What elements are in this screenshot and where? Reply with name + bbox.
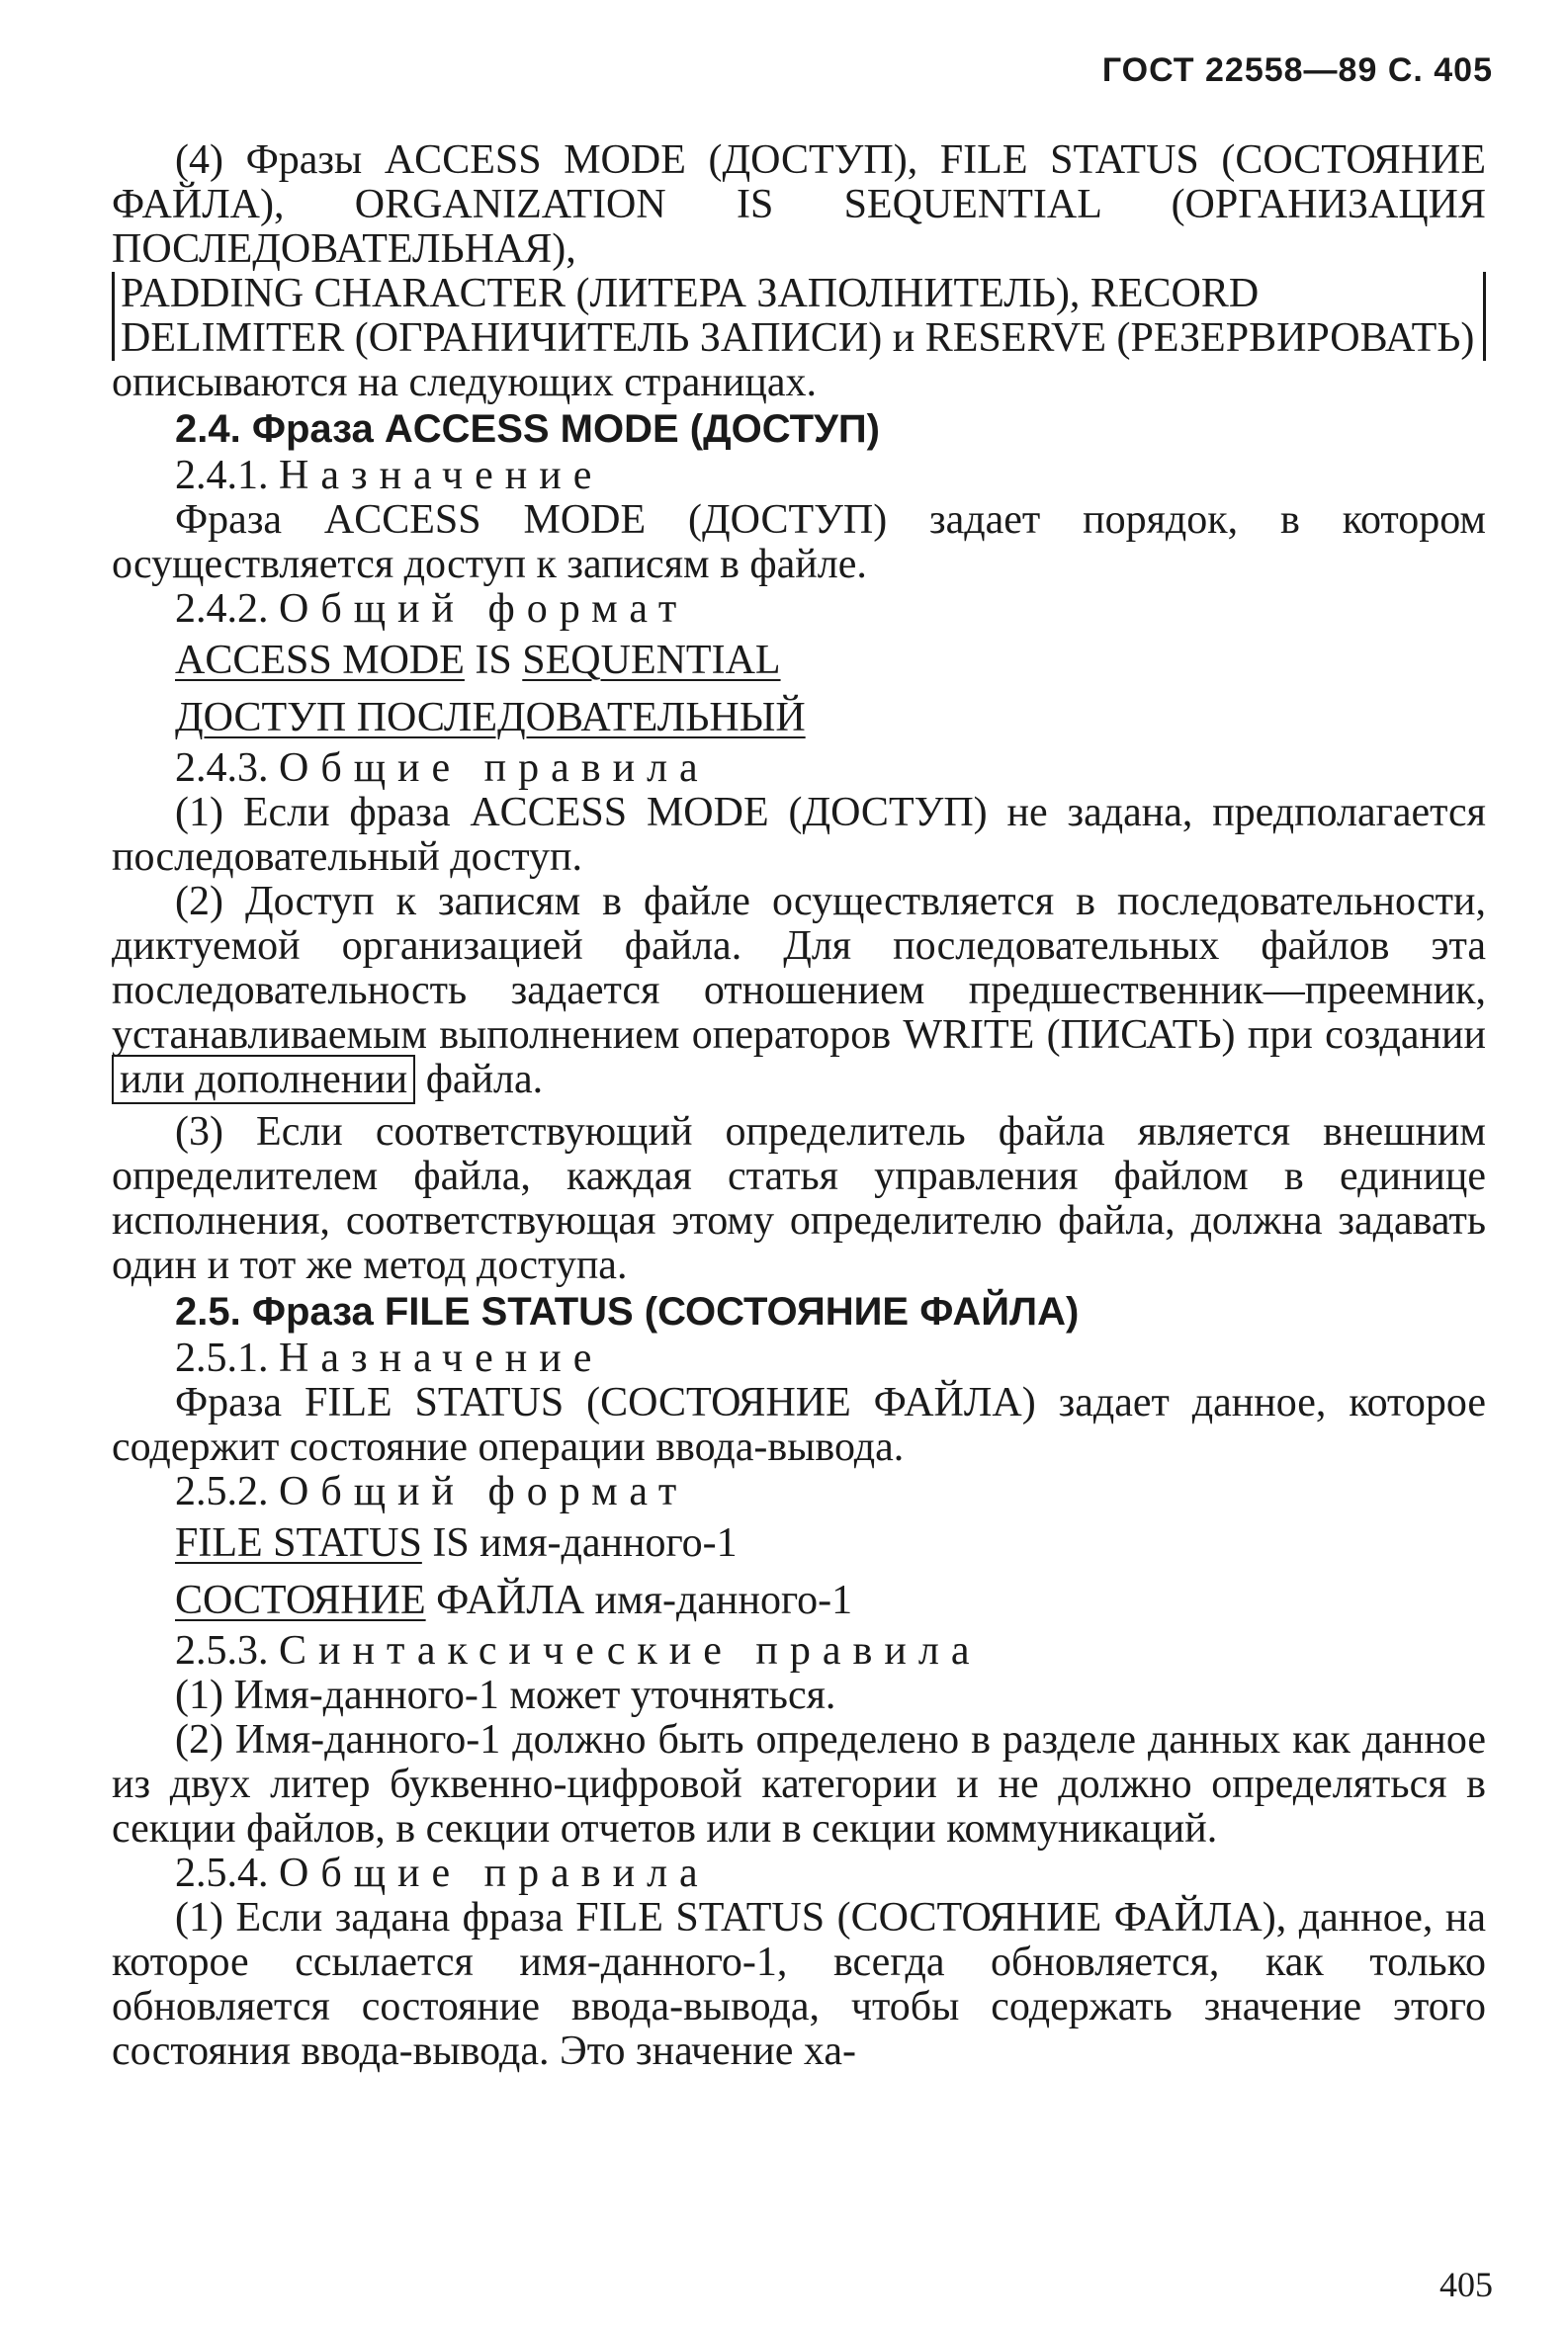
paragraph-2-5-1: Фраза FILE STATUS (СОСТОЯНИЕ ФАЙЛА) задает данное, которое содержит состояние операции ввода-вывода.: [112, 1380, 1486, 1470]
intro-paragraph: [112, 138, 1486, 405]
keyword-access-mode: ACCESS MODE: [175, 638, 465, 683]
section-heading-2-4: 2.4. Фраза ACCESS MODE (ДОСТУП): [175, 407, 880, 451]
general-format-2-5-2: [175, 1514, 1486, 1629]
syntax-rule-2: (2) Имя-данного-1 должно быть определено в разделе данных как данное из двух литер буквенно-цифровой категории и не должно определяться в секции файлов, в секции отчетов или в секции коммуникаций.: [112, 1717, 1486, 1852]
subsection-title: Общие правила: [279, 1851, 710, 1896]
subsection-number: 2.4.3.: [175, 745, 269, 791]
subsection-number: 2.5.1.: [175, 1336, 269, 1381]
page-number: 405: [1439, 2265, 1493, 2304]
intro-boxed-text: PADDING CHARACTER (ЛИТЕРА ЗАПОЛНИТЕЛЬ), RECORD DELIMITER (ОГРАНИЧИТЕЛЬ ЗАПИСИ) и RESERVE (РЕЗЕРВИРОВАТЬ): [121, 271, 1475, 361]
revision-box: [112, 272, 1486, 361]
keyword-dostup-posledovatelny: ДОСТУП ПОСЛЕДОВАТЕЛЬНЫЙ: [175, 695, 806, 740]
subsection-title-2-4-2: [175, 587, 1486, 632]
subsection-title-2-5-1: [175, 1337, 1486, 1381]
keyword-sostoyanie: СОСТОЯНИЕ: [175, 1578, 426, 1623]
syntax-rule-1: (1) Имя-данного-1 может уточняться.: [175, 1673, 836, 1718]
subsection-number: 2.5.4.: [175, 1851, 269, 1896]
subsection-number: 2.5.3.: [175, 1628, 269, 1674]
intro-paragraph-start: (4) Фразы ACCESS MODE (ДОСТУП), FILE STATUS (СОСТОЯНИЕ ФАЙЛА), ORGANIZATION IS SEQUENTIAL (ОРГАНИЗАЦИЯ ПОСЛЕДОВАТЕЛЬНАЯ),: [112, 137, 1486, 272]
format-line-english: [175, 632, 1486, 689]
subsection-title-2-4-1: [175, 454, 1486, 498]
section-heading-2-5: 2.5. Фраза FILE STATUS (СОСТОЯНИЕ ФАЙЛА): [175, 1290, 1080, 1334]
intro-paragraph-end: описываются на следующих страницах.: [112, 360, 817, 405]
rule-2-5-4-1: (1) Если задана фраза FILE STATUS (СОСТОЯНИЕ ФАЙЛА), данное, на которое ссылается имя-данного-1, всегда обновляется, как только обновляется состояние ввода-вывода, чтобы содержать значение этого состояния ввода-вывода. Это значение ха-: [112, 1895, 1486, 2074]
format-line-english: [175, 1514, 1486, 1572]
subsection-number: 2.4.1.: [175, 453, 269, 498]
paragraph-2-4-1: Фраза ACCESS MODE (ДОСТУП) задает порядок, в котором осуществляется доступ к записям в файле.: [112, 497, 1486, 587]
subsection-title-2-5-3: [175, 1629, 1486, 1674]
general-format-2-4-2: [175, 632, 1486, 746]
subsection-title-2-5-2: [175, 1470, 1486, 1514]
subsection-title: Синтаксические правила: [279, 1628, 982, 1674]
rule-2-4-3-2: [112, 880, 1486, 1102]
subsection-title: Общие правила: [279, 745, 710, 791]
running-head: ГОСТ 22558—89 С. 405: [1101, 51, 1493, 89]
subsection-number: 2.4.2.: [175, 586, 269, 632]
format-line-russian: [175, 1572, 1486, 1629]
subsection-title: Назначение: [279, 1336, 604, 1381]
format-rest: IS имя-данного-1: [421, 1520, 738, 1566]
keyword-is: IS: [464, 638, 523, 683]
subsection-title: Назначение: [279, 453, 604, 498]
page-body: [112, 138, 1486, 2074]
rule-2-4-3-2-text: (2) Доступ к записям в файле осуществляется в последовательности, диктуемой организацией файла. Для последовательных файлов эта последовательность задается отношением предшественник—преемник, устанавливаемым выполнением операторов WRITE (ПИСАТЬ) при создании: [112, 879, 1486, 1058]
rule-2-4-3-1: (1) Если фраза ACCESS MODE (ДОСТУП) не задана, предполагается последовательный доступ.: [112, 790, 1486, 880]
keyword-file-status: FILE STATUS: [175, 1520, 422, 1566]
subsection-title-2-4-3: [175, 746, 1486, 791]
rule-2-4-3-2-end: файла.: [425, 1057, 544, 1102]
subsection-title: Общий формат: [279, 1469, 689, 1514]
format-line-russian: [175, 689, 1486, 746]
format-rest: ФАЙЛА имя-данного-1: [425, 1578, 853, 1623]
keyword-sequential: SEQUENTIAL: [522, 638, 781, 683]
subsection-title-2-5-4: [175, 1852, 1486, 1896]
subsection-number: 2.5.2.: [175, 1469, 269, 1514]
rule-2-4-3-3: (3) Если соответствующий определитель файла является внешним определителем файла, каждая статья управления файлом в единице исполнения, соответствующая этому определителю файла, должна задавать один и тот же метод доступа.: [112, 1109, 1486, 1288]
subsection-title: Общий формат: [279, 586, 689, 632]
revision-box-inline: или дополнении: [112, 1055, 415, 1104]
